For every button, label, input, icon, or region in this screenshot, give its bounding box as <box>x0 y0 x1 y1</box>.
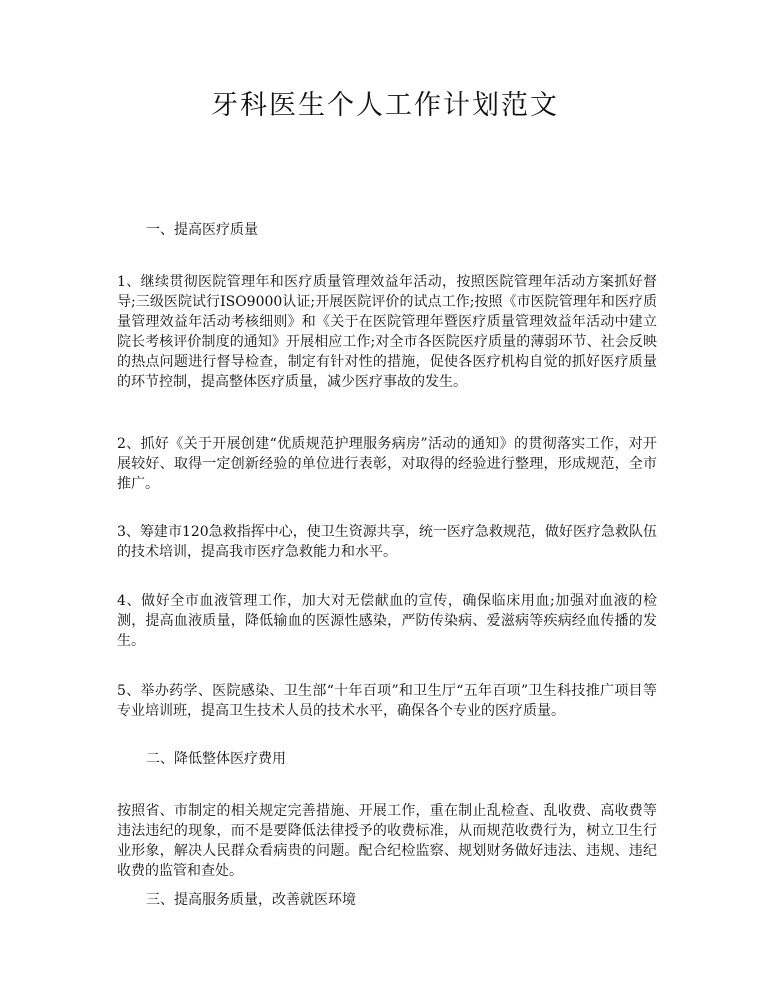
paragraph-1-3: 3、筹建市120急救指挥中心，使卫生资源共享，统一医疗急救规范，做好医疗急救队伍的技术培训，提高我市医疗急救能力和水平。 <box>117 524 657 560</box>
document-title: 牙科医生个人工作计划范文 <box>211 90 559 121</box>
paragraph-1-4: 4、做好全市血液管理工作，加大对无偿献血的宣传，确保临床用血;加强对血液的检测，提高血液质量，降低输血的医源性感染，严防传染病、爱滋病等疾病经血传播的发生。 <box>117 593 657 649</box>
section-heading-3: 三、提高服务质量，改善就医环境 <box>146 892 356 908</box>
paragraph-2-1: 按照省、市制定的相关规定完善措施、开展工作，重在制止乱检查、乱收费、高收费等违法违纪的现象，而不是要降低法律授予的收费标准，从而规范收费行为，树立卫生行业形象，解决人民群众看病贵的问题。配合纪检监察、规划财务做好违法、违规、违纪收费的监管和查处。 <box>117 803 657 879</box>
paragraph-1-2: 2、抓好《关于开展创建“优质规范护理服务病房”活动的通知》的贯彻落实工作，对开展较好、取得一定创新经验的单位进行表彰，对取得的经验进行整理，形成规范，全市推广。 <box>117 436 657 492</box>
paragraph-1-5: 5、举办药学、医院感染、卫生部“十年百项”和卫生厅“五年百项”卫生科技推广项目等专业培训班，提高卫生技术人员的技术水平，确保各个专业的医疗质量。 <box>117 683 657 719</box>
section-heading-2: 二、降低整体医疗费用 <box>146 751 286 767</box>
paragraph-1-1: 1、继续贯彻医院管理年和医疗质量管理效益年活动，按照医院管理年活动方案抓好督导;三级医院试行ISO9000认证;开展医院评价的试点工作;按照《市医院管理年和医疗质量管理效益年活动考核细则》和《关于在医院管理年暨医疗质量管理效益年活动中建立院长考核评价制度的通知》开展相应工作;对全市各医院医疗质量的薄弱环节、社会反映的热点问题进行督导检查，制定有针对性的措施，促使各医疗机构自觉的抓好医疗质量的环节控制，提高整体医疗质量，减少医疗事故的发生。 <box>117 274 657 390</box>
section-heading-1: 一、提高医疗质量 <box>146 222 258 238</box>
